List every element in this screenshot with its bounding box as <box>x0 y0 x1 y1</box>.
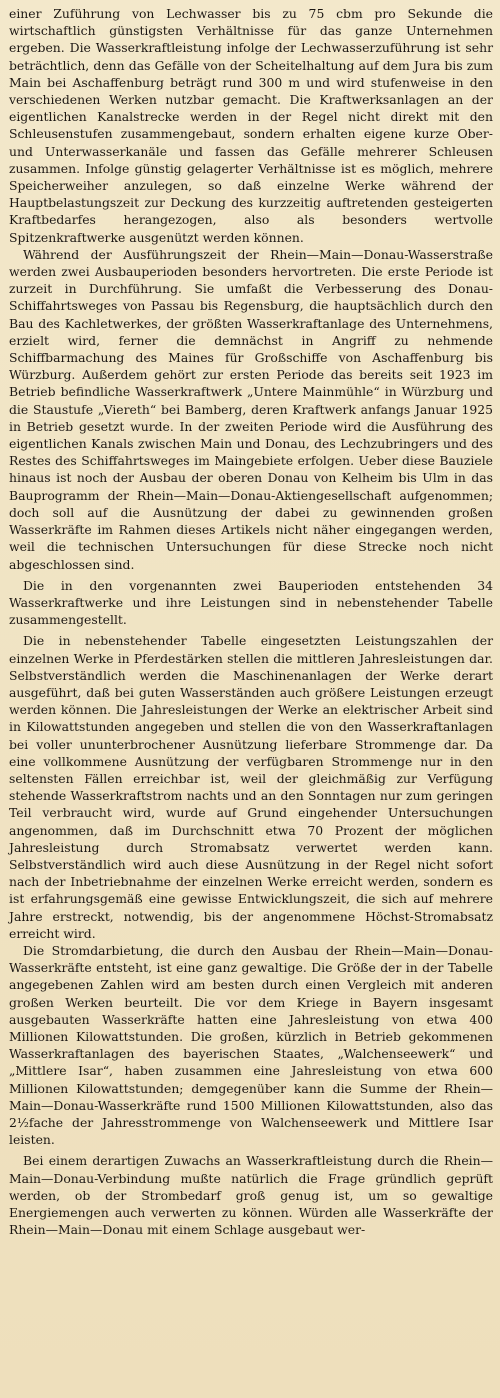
paragraph: Die in nebenstehender Tabelle eingesetzten Leistungszahlen der einzelnen Werke in Pferdestärken stellen die mittleren Jahresleistungen dar. Selbstverständlich werden die Maschinenanlagen der Werke derart ausgeführt, daß bei guten Wasserständen auch größere Leistungen erzeugt werden können. Die Jahresleistungen der Werke an elektrischer Arbeit sind in Kilowattstunden angegeben und stellen die von den Wasserkraftanlagen bei voller ununterbrochener Ausnützung lieferbare Strommenge dar. Da eine vollkommene Ausnützung der verfügbaren Strommenge nur in den seltensten Fällen erreichbar ist, weil der gleichmäßig zur Verfügung stehende Wasserkraftstrom nachts und an den Sonntagen nur zum geringen Teil verbraucht wird, wurde auf Grund eingehender Untersuchungen angenommen, daß im Durchschnitt etwa 70 Prozent der möglichen Jahresleistung durch Stromabsatz verwertet werden kann. Selbstverständlich wird auch diese Ausnützung in der Regel nicht sofort nach der Inbetriebnahme der einzelnen Werke erreicht werden, sondern es ist erfahrungsgemäß eine gewisse Entwicklungszeit, die sich auf mehrere Jahre erstreckt, notwendig, bis der angenommene Höchst-Stromabsatz erreicht wird. <box>9 633 493 941</box>
paragraph: Die in den vorgenannten zwei Bauperioden entstehenden 34 Wasserkraftwerke und ihre Leistungen sind in nebenstehender Tabelle zusammengestellt. <box>9 577 493 628</box>
paragraph: Während der Ausführungszeit der Rhein—Main—Donau-Wasserstraße werden zwei Ausbauperioden besonders hervortreten. Die erste Periode ist zurzeit in Durchführung. Sie umfaßt die Verbesserung des Donau-Schiffahrtsweges von Passau bis Regensburg, die hauptsächlich durch den Bau des Kachletwerkes, der größten Wasserkraftanlage des Unternehmens, erzielt wird, ferner die demnächst in Angriff zu nehmende Schiffbarmachung des Maines für Großschiffe von Aschaffenburg bis Würzburg. Außerdem gehört zur ersten Periode das bereits seit 1923 im Betrieb befindliche Wasserkraftwerk „Untere Mainmühle“ in Würzburg und die Staustufe „Viereth“ bei Bamberg, deren Kraftwerk anfangs Januar 1925 in Betrieb gesetzt wurde. In der zweiten Periode wird die Ausführung des eigentlichen Kanals zwischen Main und Donau, des Lechzubringers und des Restes des Schiffahrtsweges im Maingebiete erfolgen. Ueber diese Bauziele hinaus ist noch der Ausbau der oberen Donau von Kelheim bis Ulm in das Bauprogramm der Rhein—Main—Donau-Aktiengesellschaft aufgenommen; doch soll auf die Ausnützung der dabei zu gewinnenden großen Wasserkräfte im Rahmen dieses Artikels nicht näher eingegangen werden, weil die technischen Untersuchungen für diese Strecke noch nicht abgeschlossen sind. <box>9 246 493 572</box>
document-body <box>9 5 493 1238</box>
paragraph: Bei einem derartigen Zuwachs an Wasserkraftleistung durch die Rhein—Main—Donau-Verbindung mußte natürlich die Frage gründlich geprüft werden, ob der Strombedarf groß genug ist, um so gewaltige Energiemengen auch verwerten zu können. Würden alle Wasserkräfte der Rhein—Main—Donau mit einem Schlage ausgebaut wer- <box>9 1153 493 1238</box>
paragraph: Die Stromdarbietung, die durch den Ausbau der Rhein—Main—Donau-Wasserkräfte entsteht, ist eine ganz gewaltige. Die Größe der in der Tabelle angegebenen Zahlen wird am besten durch einen Vergleich mit anderen großen Werken beurteilt. Die vor dem Kriege in Bayern insgesamt ausgebauten Wasserkräfte hatten eine Jahresleistung von etwa 400 Millionen Kilowattstunden. Die großen, kürzlich in Betrieb gekommenen Wasserkraftanlagen des bayerischen Staates, „Walchenseewerk“ und „Mittlere Isar“, haben zusammen eine Jahresleistung von etwa 600 Millionen Kilowattstunden; demgegenüber kann die Summe der Rhein—Main—Donau-Wasserkräfte rund 1500 Millionen Kilowattstunden, also das 2½fache der Jahresstrommenge von Walchenseewerk und Mittlere Isar leisten. <box>9 942 493 1148</box>
paragraph: einer Zuführung von Lechwasser bis zu 75 cbm pro Sekunde die wirtschaftlich günstigsten Verhältnisse für das ganze Unternehmen ergeben. Die Wasserkraftleistung infolge der Lechwasserzuführung ist sehr beträchtlich, denn das Gefälle von der Scheitelhaltung auf dem Jura bis zum Main bei Aschaffenburg beträgt rund 300 m und wird stufenweise in den verschiedenen Werken nutzbar gemacht. Die Kraftwerksanlagen an der eigentlichen Kanalstrecke werden in der Regel nicht direkt mit den Schleusenstufen zusammengebaut, sondern erhalten eigene kurze Ober- und Unterwasserkanäle und fassen das Gefälle mehrerer Schleusen zusammen. Infolge günstig gelagerter Verhältnisse ist es möglich, mehrere Speicherweiher anzulegen, so daß einzelne Werke während der Hauptbelastungszeit zur Deckung des kurzzeitig auftretenden gesteigerten Kraftbedarfes herangezogen, also als besonders wertvolle Spitzenkraftwerke ausgenützt werden können. <box>9 6 493 245</box>
